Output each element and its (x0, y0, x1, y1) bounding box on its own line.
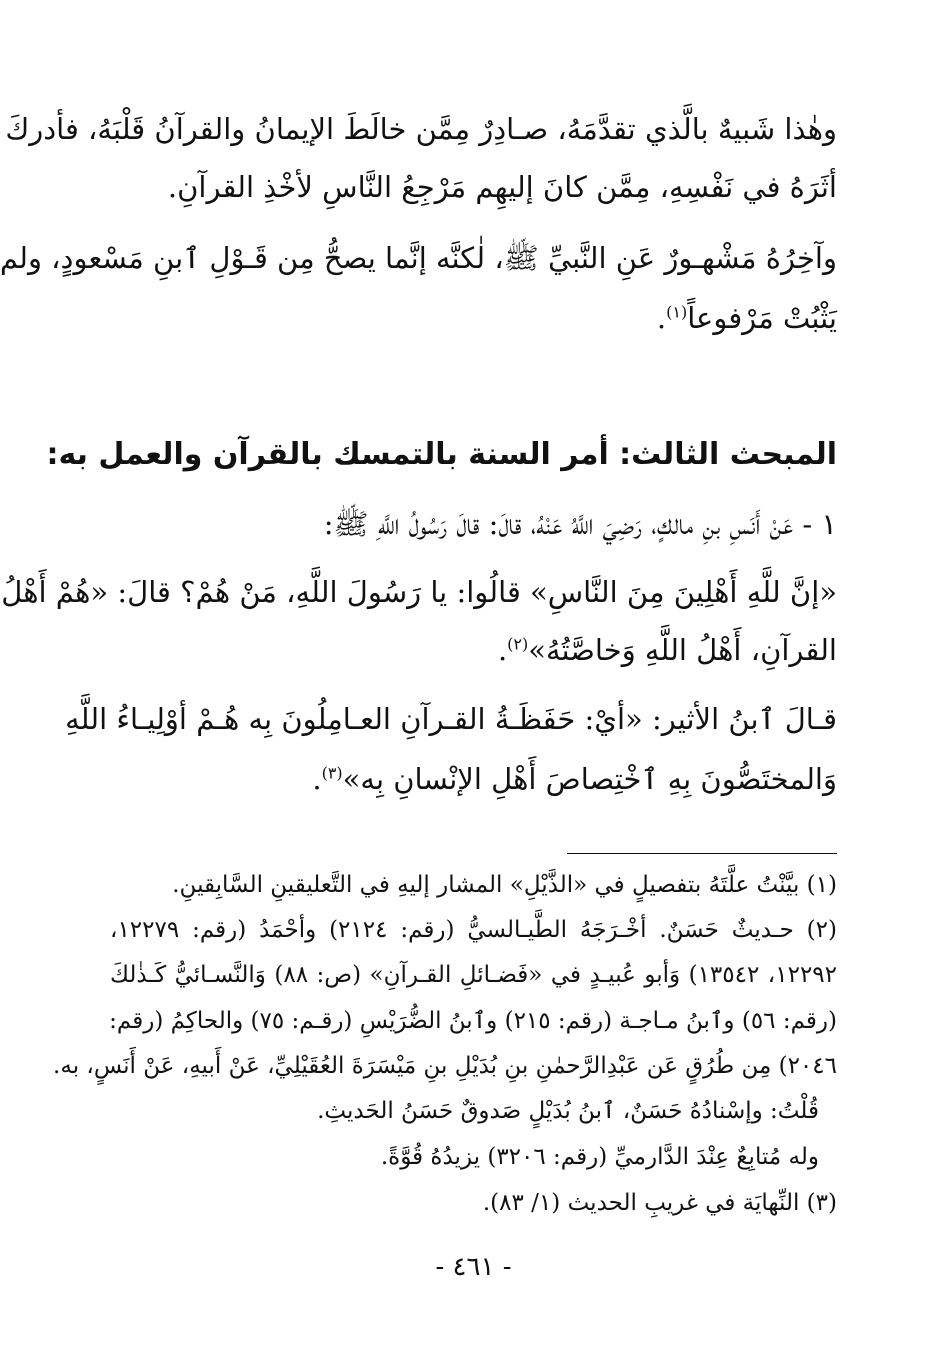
footnote-2-line2: ١٢٢٩٢، ١٣٥٤٢) وَأبو عُبيـدٍ في «فَضـائلِ القـرآنِ» (ص: ٨٨) وَالنَّسـائيُّ كَـذٰلكَ (110, 962, 838, 988)
hadith-line2-text: القرآنِ، أَهْلُ اللَّهِ وَخاصَّتُهُ» (528, 633, 837, 667)
paragraph2-line2 (110, 301, 837, 336)
paragraph2-line1: وآخِرُهُ مَشْهـورٌ عَنِ النَّبيِّ ﷺ، لٰكنَّه إنَّما يصحُّ مِن قَـوْلِ ٱبنِ مَسْعودٍ، ولم (0, 241, 837, 275)
section-heading: المبحث الثالث: أمر السنة بالتمسك بالقرآن والعمل به: (46, 437, 837, 472)
hadith-line2-end: . (497, 633, 508, 667)
footnote-ref-1: (١) (666, 302, 688, 322)
footnote-2-line4: ٢٠٤٦) مِن طُرُقٍ عَن عَبْدِالرَّحمٰنِ بنِ بُدَيْلِ بنِ مَيْسَرَةَ العُقَيْلِيِّ، عَنْ أَبيهِ، عَنْ أَنَسٍ، به. (53, 1053, 837, 1079)
paragraph2-line2-text: يَثْبُتْ مَرْفوعاً (687, 301, 837, 335)
paragraph1-line2: أثَرَهُ في نَفْسِهِ، مِمَّن كانَ إليهِم مَرْجِعُ النَّاسِ لأخْذِ القرآنِ. (167, 170, 837, 204)
footnote-2-line6: وله مُتابِعٌ عِنْدَ الدَّارميِّ (رقم: ٣٢٠٦) يزيدُهُ قُوَّةً. (380, 1144, 819, 1170)
paragraph2-line2-end: . (656, 301, 667, 335)
footnote-2-line5: قُلْتُ: وإسْنادُهُ حَسَنٌ، ٱبنُ بُدَيْلٍ صَدوقٌ حَسَنُ الحَديثِ. (317, 1098, 819, 1124)
footnote-separator (567, 853, 837, 854)
footnote-1: (١) بيَّنْتُ علَّتَهُ بتفصيلٍ في «الذَّيْلِ» المشار إليهِ في التَّعليقينِ السَّابِقينِ. (172, 872, 837, 898)
ibn-athir-line1: قـالَ ٱبنُ الأثير: «أيْ: حَفَظَـةُ القـرآنِ العـامِلُونَ بِه هُـمْ أوْلِيـاءُ اللَّهِ (65, 702, 837, 736)
hadith-intro: ١ - عَنْ أَنَسِ بنِ مالكٍ، رَضِيَ اللَّهُ عَنْهُ، قالَ: قالَ رَسُولُ اللَّهِ ﷺ: (323, 507, 837, 541)
footnote-2-line3: (رقم: ٥٦) وٱبنُ مـاجـة (رقم: ٢١٥) وٱبنُ الضُّرَيْسِ (رقـم: ٧٥) والحاكِمُ (رقم: (109, 1008, 837, 1034)
paragraph1-line1: وهٰذا شَبيهٌ بالَّذي تقدَّمَهُ، صـادِرٌ مِمَّن خالَطَ الإيمانُ والقرآنُ قَلْبَهُ، فأدركَ (5, 112, 837, 146)
hadith-line2 (110, 633, 837, 668)
page-number: - ٤٦١ - (435, 1252, 512, 1282)
hadith-line1: «إنَّ للَّهِ أَهْلِينَ مِنَ النَّاسِ» قالُوا: يا رَسُولَ اللَّهِ، مَنْ هُمْ؟ قالَ: «هُمْ أَهْلُ (1, 575, 837, 609)
ibn-athir-line2 (110, 762, 837, 797)
footnote-ref-2: (٢) (507, 634, 529, 654)
footnote-3: (٣) النِّهايَة في غريبِ الحديث (١/ ٨٣). (482, 1190, 837, 1216)
footnote-ref-3: (٣) (321, 763, 343, 783)
footnote-2-line1: (٢) حـديثٌ حَسَنٌ. أخْـرَجَهُ الطَّيـالسيُّ (رقم: ٢١٢٤) وأحْمَدُ (رقم: ١٢٢٧٩، (110, 917, 837, 943)
ibn-athir-line2-end: . (312, 762, 322, 796)
ibn-athir-line2-text: وَالمختَصُّونَ بِهِ ٱخْتِصاصَ أَهْلِ الإنْسانِ بِه» (342, 762, 837, 796)
